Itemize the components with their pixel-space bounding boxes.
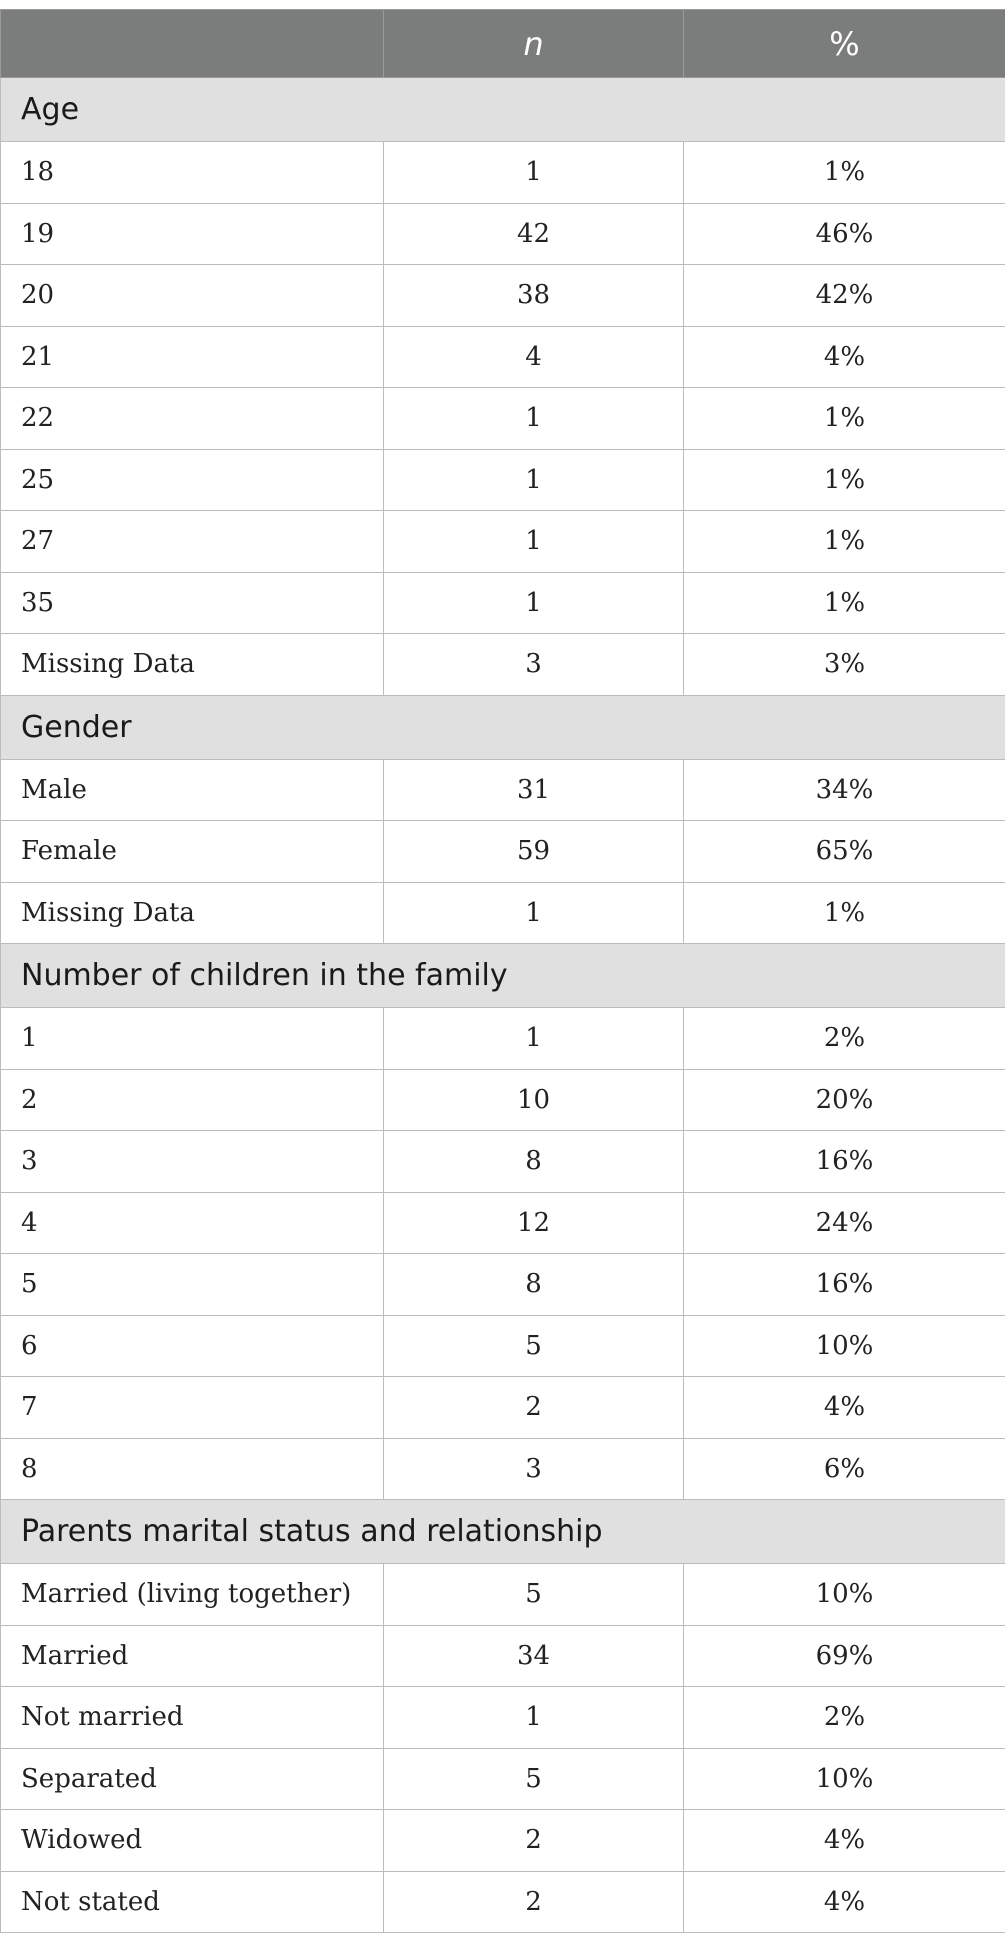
row-pct-cell: 42% bbox=[684, 265, 1005, 327]
section-title: Age bbox=[1, 78, 1005, 142]
row-n-cell: 1 bbox=[384, 449, 684, 511]
row-n-cell: 42 bbox=[384, 203, 684, 265]
row-pct-cell: 69% bbox=[684, 1625, 1005, 1687]
row-n-cell: 3 bbox=[384, 634, 684, 696]
row-label-cell: 1 bbox=[1, 1008, 384, 1070]
row-label-cell: 7 bbox=[1, 1377, 384, 1439]
row-n-cell: 34 bbox=[384, 1625, 684, 1687]
section-row bbox=[1, 695, 1005, 759]
section-title: Parents marital status and relationship bbox=[1, 1500, 1005, 1564]
row-pct-cell: 1% bbox=[684, 388, 1005, 450]
row-label-cell: Widowed bbox=[1, 1810, 384, 1872]
row-n-cell: 8 bbox=[384, 1254, 684, 1316]
row-label-cell: 8 bbox=[1, 1438, 384, 1500]
table-row bbox=[1, 1687, 1005, 1749]
row-pct-cell: 4% bbox=[684, 326, 1005, 388]
table-row bbox=[1, 265, 1005, 327]
row-pct-cell: 34% bbox=[684, 759, 1005, 821]
row-label-cell: 20 bbox=[1, 265, 384, 327]
table-row bbox=[1, 1254, 1005, 1316]
row-pct-cell: 4% bbox=[684, 1871, 1005, 1933]
section-row bbox=[1, 1500, 1005, 1564]
row-label-cell: 18 bbox=[1, 142, 384, 204]
row-label-cell: Missing Data bbox=[1, 634, 384, 696]
table-row bbox=[1, 449, 1005, 511]
row-n-cell: 12 bbox=[384, 1192, 684, 1254]
row-n-cell: 10 bbox=[384, 1069, 684, 1131]
row-label-cell: 2 bbox=[1, 1069, 384, 1131]
table-row bbox=[1, 882, 1005, 944]
row-n-cell: 59 bbox=[384, 821, 684, 883]
table-row bbox=[1, 388, 1005, 450]
table-row bbox=[1, 1871, 1005, 1933]
row-n-cell: 31 bbox=[384, 759, 684, 821]
table-row bbox=[1, 511, 1005, 573]
header-n-cell: n bbox=[384, 10, 684, 78]
table-row bbox=[1, 1131, 1005, 1193]
row-pct-cell: 10% bbox=[684, 1748, 1005, 1810]
row-label-cell: 6 bbox=[1, 1315, 384, 1377]
row-label-cell: 22 bbox=[1, 388, 384, 450]
table-body bbox=[1, 78, 1005, 1933]
table-row bbox=[1, 759, 1005, 821]
header-row bbox=[1, 10, 1005, 78]
row-pct-cell: 3% bbox=[684, 634, 1005, 696]
row-pct-cell: 1% bbox=[684, 449, 1005, 511]
table-row bbox=[1, 1810, 1005, 1872]
row-label-cell: Married bbox=[1, 1625, 384, 1687]
row-pct-cell: 46% bbox=[684, 203, 1005, 265]
row-n-cell: 3 bbox=[384, 1438, 684, 1500]
row-label-cell: Not stated bbox=[1, 1871, 384, 1933]
table-row bbox=[1, 572, 1005, 634]
table-row bbox=[1, 142, 1005, 204]
demographics-table bbox=[0, 9, 1005, 1933]
row-pct-cell: 10% bbox=[684, 1564, 1005, 1626]
table-row bbox=[1, 1069, 1005, 1131]
row-n-cell: 2 bbox=[384, 1810, 684, 1872]
table-row bbox=[1, 1377, 1005, 1439]
table-row bbox=[1, 1192, 1005, 1254]
row-n-cell: 38 bbox=[384, 265, 684, 327]
header-label-cell bbox=[1, 10, 384, 78]
row-label-cell: Missing Data bbox=[1, 882, 384, 944]
row-label-cell: Married (living together) bbox=[1, 1564, 384, 1626]
row-label-cell: Separated bbox=[1, 1748, 384, 1810]
row-n-cell: 2 bbox=[384, 1377, 684, 1439]
row-pct-cell: 2% bbox=[684, 1008, 1005, 1070]
row-pct-cell: 1% bbox=[684, 511, 1005, 573]
row-pct-cell: 10% bbox=[684, 1315, 1005, 1377]
row-n-cell: 5 bbox=[384, 1748, 684, 1810]
row-n-cell: 1 bbox=[384, 1687, 684, 1749]
row-pct-cell: 1% bbox=[684, 572, 1005, 634]
table-row bbox=[1, 203, 1005, 265]
section-title: Number of children in the family bbox=[1, 944, 1005, 1008]
row-pct-cell: 16% bbox=[684, 1254, 1005, 1316]
table-row bbox=[1, 1438, 1005, 1500]
row-label-cell: 4 bbox=[1, 1192, 384, 1254]
row-label-cell: 21 bbox=[1, 326, 384, 388]
table-row bbox=[1, 634, 1005, 696]
row-n-cell: 5 bbox=[384, 1315, 684, 1377]
section-row bbox=[1, 944, 1005, 1008]
row-n-cell: 2 bbox=[384, 1871, 684, 1933]
row-n-cell: 1 bbox=[384, 511, 684, 573]
table-row bbox=[1, 1748, 1005, 1810]
section-title: Gender bbox=[1, 695, 1005, 759]
table-row bbox=[1, 1564, 1005, 1626]
row-label-cell: Female bbox=[1, 821, 384, 883]
table-row bbox=[1, 821, 1005, 883]
header-pct-cell: % bbox=[684, 10, 1005, 78]
row-n-cell: 1 bbox=[384, 572, 684, 634]
table-row bbox=[1, 326, 1005, 388]
row-n-cell: 1 bbox=[384, 882, 684, 944]
table-header bbox=[1, 10, 1005, 78]
row-pct-cell: 24% bbox=[684, 1192, 1005, 1254]
row-n-cell: 1 bbox=[384, 388, 684, 450]
row-n-cell: 4 bbox=[384, 326, 684, 388]
table-row bbox=[1, 1008, 1005, 1070]
row-pct-cell: 4% bbox=[684, 1377, 1005, 1439]
section-row bbox=[1, 78, 1005, 142]
row-pct-cell: 6% bbox=[684, 1438, 1005, 1500]
row-label-cell: Male bbox=[1, 759, 384, 821]
row-label-cell: 25 bbox=[1, 449, 384, 511]
row-n-cell: 5 bbox=[384, 1564, 684, 1626]
table-row bbox=[1, 1625, 1005, 1687]
row-pct-cell: 20% bbox=[684, 1069, 1005, 1131]
row-label-cell: 3 bbox=[1, 1131, 384, 1193]
row-label-cell: 19 bbox=[1, 203, 384, 265]
row-pct-cell: 16% bbox=[684, 1131, 1005, 1193]
row-pct-cell: 1% bbox=[684, 142, 1005, 204]
row-label-cell: 27 bbox=[1, 511, 384, 573]
row-pct-cell: 1% bbox=[684, 882, 1005, 944]
row-pct-cell: 2% bbox=[684, 1687, 1005, 1749]
row-n-cell: 1 bbox=[384, 142, 684, 204]
row-label-cell: 35 bbox=[1, 572, 384, 634]
row-pct-cell: 65% bbox=[684, 821, 1005, 883]
row-label-cell: Not married bbox=[1, 1687, 384, 1749]
row-n-cell: 8 bbox=[384, 1131, 684, 1193]
row-pct-cell: 4% bbox=[684, 1810, 1005, 1872]
table-row bbox=[1, 1315, 1005, 1377]
row-n-cell: 1 bbox=[384, 1008, 684, 1070]
row-label-cell: 5 bbox=[1, 1254, 384, 1316]
